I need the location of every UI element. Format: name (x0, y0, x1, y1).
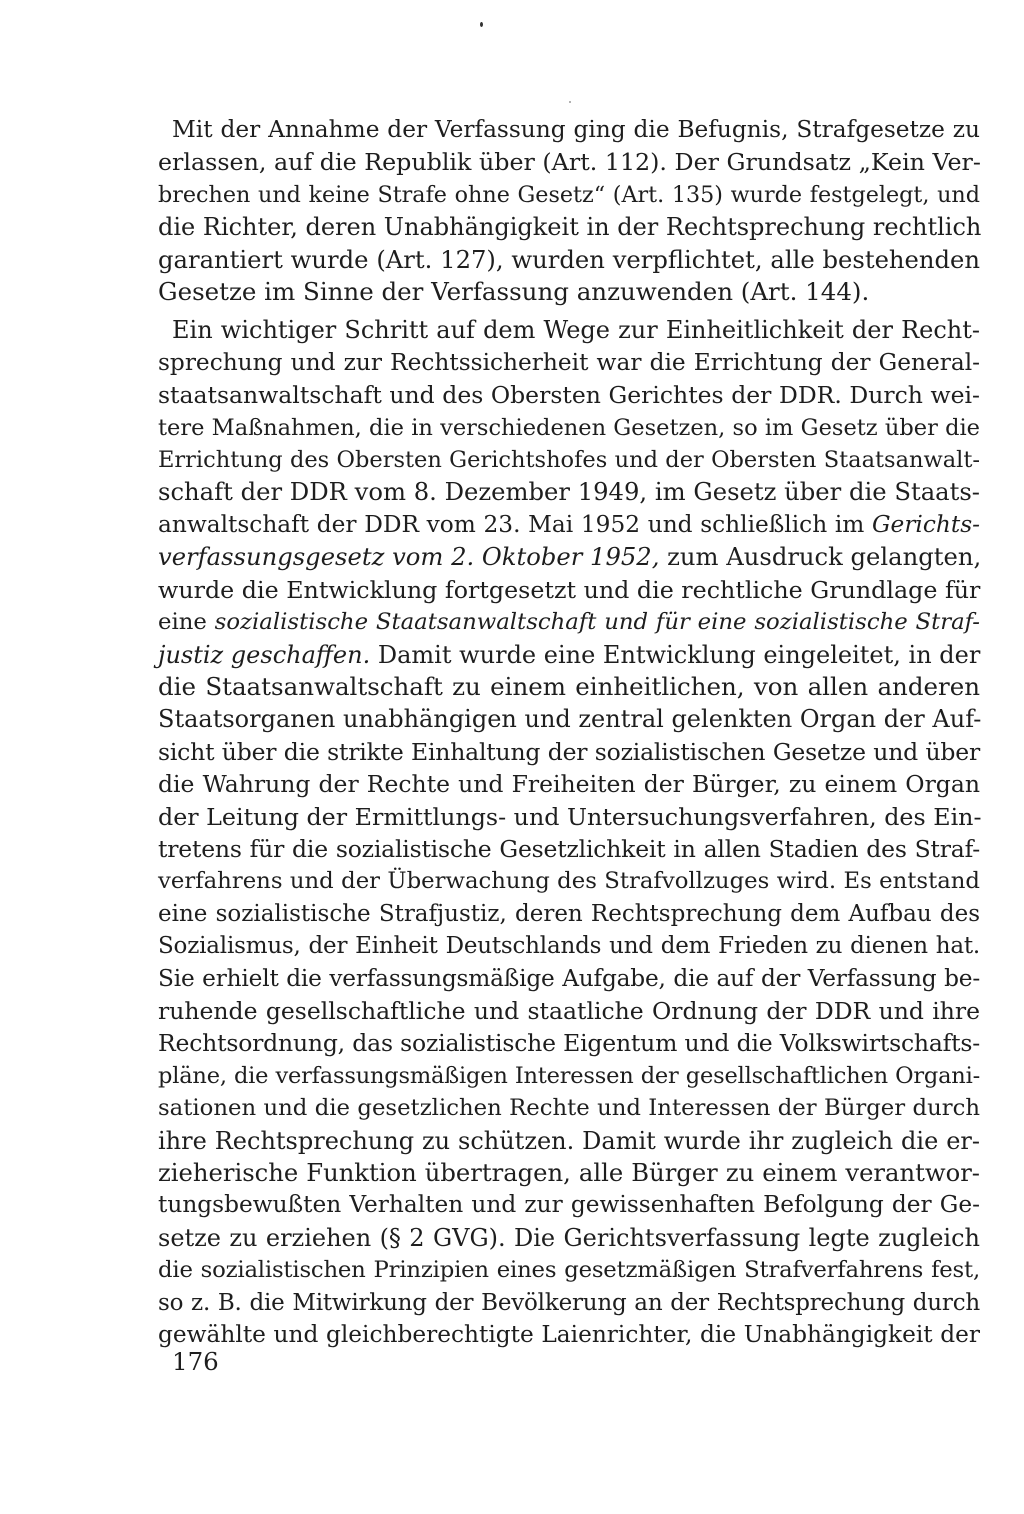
text-line: tungsbewußten Verhalten und zur gewissenhaften Befolgung der Ge- (158, 1191, 980, 1219)
text-line: die sozialistischen Prinzipien eines gesetzmäßigen Strafverfahrens fest, (158, 1257, 980, 1284)
print-speck (569, 101, 571, 103)
text-line (158, 509, 980, 541)
text-line: schaft der DDR vom 8. Dezember 1949, im Gesetz über die Staats- (158, 477, 980, 507)
text-line: verfahrens und der Überwachung des Strafvollzuges wird. Es entstand (158, 868, 980, 895)
text-line: setze zu erziehen (§ 2 GVG). Die Gerichtsverfassung legte zugleich (158, 1223, 980, 1252)
text-line: staatsanwaltschaft und des Obersten Gerichtes der DDR. Durch wei- (158, 381, 980, 410)
text-line: Sie erhielt die verfassungsmäßige Aufgabe, die auf der Verfassung be- (158, 964, 980, 992)
text-line: ihre Rechtsprechung zu schützen. Damit wurde ihr zugleich die er- (158, 1126, 980, 1155)
text-line: Ein wichtiger Schritt auf dem Wege zur Einheitlichkeit der Recht- (172, 316, 980, 345)
text-line: tretens für die sozialistische Gesetzlichkeit in allen Stadien des Straf- (158, 834, 980, 863)
page-number: 176 (172, 1347, 219, 1376)
paragraph (158, 314, 982, 1351)
text-line: die Staatsanwaltschaft zu einem einheitlichen, von allen anderen (158, 671, 980, 701)
text-line: gewählte und gleichberechtigte Laienrichter, die Unabhängigkeit der (158, 1321, 980, 1349)
text-line: die Wahrung der Rechte und Freiheiten der Bürger, zu einem Organ (158, 770, 980, 799)
text-line: Errichtung des Obersten Gerichtshofes und der Obersten Staatsanwalt- (158, 447, 980, 474)
text-run: anwaltschaft der DDR vom 23. Mai 1952 und schließlich im (158, 510, 872, 538)
italic-run: verfassungsgesetz vom 2. Oktober 1952, (158, 542, 660, 572)
text-line: tere Maßnahmen, die in verschiedenen Gesetzen, so im Gesetz über die (158, 414, 980, 441)
text-line (158, 639, 980, 671)
text-line: garantiert wurde (Art. 127), wurden verpflichtet, alle bestehenden (158, 244, 980, 274)
text-line: pläne, die verfassungsmäßigen Interessen der gesellschaftlichen Organi- (158, 1062, 980, 1089)
italic-run: justiz geschaffen. (158, 640, 371, 669)
text-line: zieherische Funktion übertragen, alle Bürger zu einem verantwor- (158, 1158, 980, 1187)
text-line: Staatsorganen unabhängigen und zentral gelenkten Organ der Auf- (158, 705, 982, 734)
text-run: eine (158, 609, 215, 636)
text-run: Damit wurde eine Entwicklung eingeleitet, in der (370, 640, 981, 669)
text-line (158, 606, 980, 638)
text-line: Mit der Annahme der Verfassung ging die Befugnis, Strafgesetze zu (172, 116, 980, 143)
text-line: ruhende gesellschaftliche und staatliche Ordnung der DDR und ihre (158, 996, 980, 1025)
text-run: zum Ausdruck gelangten, (659, 542, 982, 572)
paragraph (158, 114, 982, 308)
text-line: der Leitung der Ermittlungs- und Untersuchungsverfahren, des Ein- (158, 802, 982, 831)
text-line: die Richter, deren Unabhängigkeit in der Rechtsprechung rechtlich (158, 213, 982, 242)
text-line: eine sozialistische Strafjustiz, deren Rechtsprechung dem Aufbau des (158, 900, 980, 927)
text-line: Sozialismus, der Einheit Deutschlands und dem Frieden zu dienen hat. (158, 933, 980, 960)
italic-run: sozialistische Staatsanwaltschaft und für eine sozialistische Straf- (214, 609, 980, 636)
print-speck (480, 22, 483, 27)
body-text (158, 114, 982, 1351)
italic-run: Gerichts- (871, 510, 980, 538)
text-line: sicht über die strikte Einhaltung der sozialistischen Gesetze und über (158, 737, 980, 766)
text-line: sationen und die gesetzlichen Rechte und Interessen der Bürger durch (158, 1095, 980, 1122)
text-line: so z. B. die Mitwirkung der Bevölkerung an der Rechtsprechung durch (158, 1289, 980, 1316)
text-line: brechen und keine Strafe ohne Gesetz“ (Art. 135) wurde festgelegt, und (158, 181, 980, 208)
text-line (158, 541, 980, 573)
text-line: Gesetze im Sinne der Verfassung anzuwenden (Art. 144). (158, 277, 870, 307)
text-line: erlassen, auf die Republik über (Art. 112). Der Grundsatz „Kein Ver- (158, 148, 981, 177)
text-line: wurde die Entwicklung fortgesetzt und die rechtliche Grundlage für (158, 575, 981, 604)
text-line: sprechung und zur Rechtssicherheit war die Errichtung der General- (158, 348, 980, 376)
text-line: Rechtsordnung, das sozialistische Eigentum und die Volkswirtschafts- (158, 1029, 980, 1058)
